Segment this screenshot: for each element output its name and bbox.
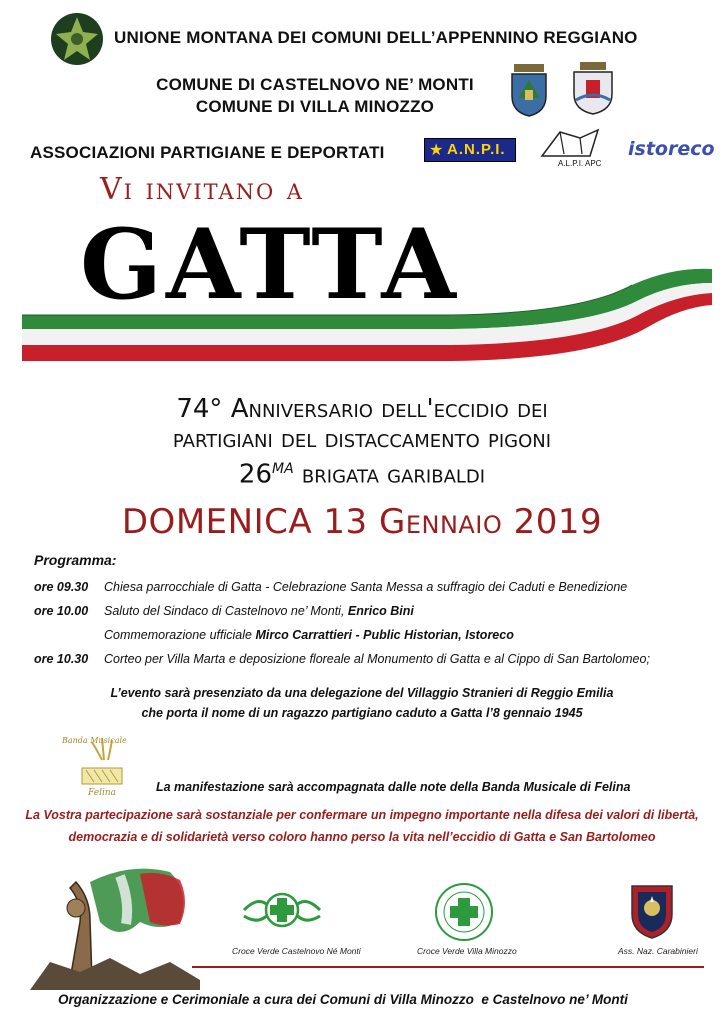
program-text: Commemorazione ufficiale — [104, 628, 256, 642]
program-text: Saluto del Sindaco di Castelnovo ne’ Monti, — [104, 604, 348, 618]
org-line-1: UNIONE MONTANA DEI COMUNI DELL’APPENNINO REGGIANO — [114, 28, 638, 47]
program-speaker: Mirco Carrattieri - Public Historian, Istoreco — [255, 628, 514, 642]
program-speaker: Enrico Bini — [347, 604, 414, 618]
event-note-line-1: L’evento sarà presenziato da una delegazione del Villaggio Stranieri di Reggio Emilia — [110, 686, 614, 700]
org-line-3: COMUNE DI VILLA MINOZZO — [195, 97, 435, 116]
program-item — [34, 604, 714, 618]
sponsor-caption: Croce Verde Villa Minozzo — [417, 946, 517, 956]
program-text: Chiesa parrocchiale di Gatta - Celebrazione Santa Messa a suffragio dei Caduti e Benedizione — [104, 580, 628, 594]
event-note-line-2: che porta il nome di un ragazzo partigiano caduto a Gatta l’8 gennaio 1945 — [141, 706, 583, 720]
union-logo — [50, 12, 104, 66]
program-item — [34, 652, 724, 666]
appeal-line-2: democrazia e di solidarietà verso coloro hanno perso la vita nell’eccidio di Gatta e San Bartolomeo — [68, 830, 656, 844]
invite-text: Vi invitano a — [100, 172, 304, 207]
footer-divider — [192, 966, 704, 968]
star-icon: ★ — [429, 142, 444, 159]
istoreco-logo — [628, 138, 715, 160]
brigade-number: 26 — [238, 459, 273, 490]
band-note: La manifestazione sarà accompagnata dalle note della Banda Musicale di Felina — [156, 780, 631, 794]
footer-text: Organizzazione e Cerimoniale a cura dei Comuni di Villa Minozzo e Castelnovo ne’ Monti — [58, 992, 628, 1007]
band-logo — [62, 732, 142, 802]
program-heading: Programma: — [34, 552, 117, 568]
place-title: GATTA — [80, 208, 460, 321]
anpi-text: A.N.P.I. — [447, 141, 506, 158]
partisan-illustration — [30, 862, 200, 990]
program-text: Corteo per Villa Marta e deposizione floreale al Monumento di Gatta e al Cippo di San Bartolomeo; — [104, 652, 650, 666]
org-line-4: ASSOCIAZIONI PARTIGIANE E DEPORTATI — [30, 143, 385, 162]
program-item — [34, 580, 714, 594]
sponsor-caption: Croce Verde Castelnovo Né Monti — [232, 946, 361, 956]
program-time: ore 10.00 — [34, 604, 89, 618]
appeal-line-1: La Vostra partecipazione sarà sostanziale per confermare un impegno importante nella difesa dei valori di libertà, — [25, 808, 699, 822]
brigade-sup: MA — [272, 461, 294, 477]
subtitle-line-1: 74° Anniversario dell'eccidio dei — [176, 394, 548, 424]
band-logo-top-text: Banda Musicale — [62, 736, 127, 745]
brigade-name: brigata garibaldi — [293, 459, 486, 490]
event-date: DOMENICA 13 Gennaio 2019 — [121, 502, 603, 542]
program-item — [34, 628, 714, 642]
villa-minozzo-crest — [568, 60, 618, 116]
croce-verde-villa-minozzo-logo — [434, 882, 494, 942]
carabinieri-logo — [630, 884, 674, 940]
subtitle-line-2: partigiani del distaccamento pigoni — [172, 424, 552, 454]
alpi-logo — [536, 128, 616, 172]
croce-verde-castelnovo-logo — [240, 880, 324, 940]
castelnovo-crest — [508, 62, 550, 118]
program-time: ore 09.30 — [34, 580, 89, 594]
alpi-text: A.L.P.I. APC — [558, 159, 602, 168]
subtitle-line-3 — [0, 454, 724, 490]
anpi-logo — [424, 138, 516, 162]
program-time: ore 10.30 — [34, 652, 89, 666]
org-line-2: COMUNE DI CASTELNOVO NE’ MONTI — [156, 75, 474, 94]
band-logo-bottom-text: Felina — [88, 788, 116, 798]
sponsor-caption: Ass. Naz. Carabinieri — [618, 946, 698, 956]
istoreco-text: istoreco — [628, 138, 715, 160]
